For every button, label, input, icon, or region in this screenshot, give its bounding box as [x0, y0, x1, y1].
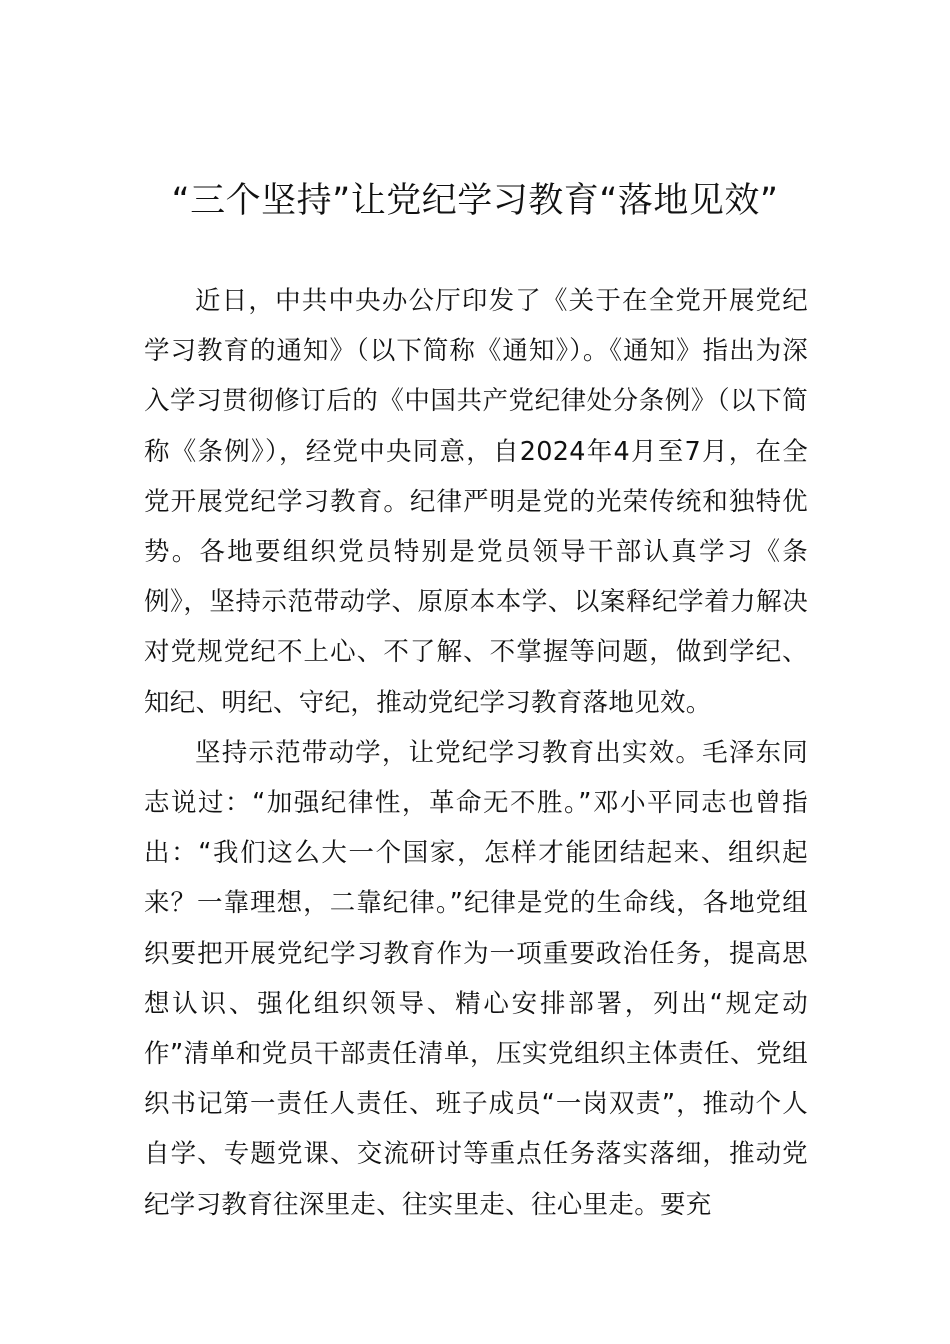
document-title: “三个坚持”让党纪学习教育“落地见效” [171, 181, 779, 221]
document-body [144, 276, 808, 1230]
paragraph-demonstration: 坚持示范带动学，让党纪学习教育出实效。毛泽东同志说过：“加强纪律性，革命无不胜。”邓小平同志也曾指出：“我们这么大一个国家，怎样才能团结起来、组织起来？一靠理想，二靠纪律。”纪律是党的生命线，各地党组织要把开展党纪学习教育作为一项重要政治任务，提高思想认识、强化组织领导、精心安排部署，列出“规定动作”清单和党员干部责任清单，压实党组织主体责任、党组织书记第一责任人责任、班子成员“一岗双责”，推动个人自学、专题党课、交流研讨等重点任务落实落细，推动党纪学习教育往深里走、往实里走、往心里走。要充 [144, 737, 808, 1220]
paragraph-intro: 近日，中共中央办公厅印发了《关于在全党开展党纪学习教育的通知》（以下简称《通知》）。《通知》指出为深入学习贯彻修订后的《中国共产党纪律处分条例》（以下简称《条例》），经党中央同意，自2024年4月至7月，在全党开展党纪学习教育。纪律严明是党的光荣传统和独特优势。各地要组织党员特别是党员领导干部认真学习《条例》，坚持示范带动学、原原本本学、以案释纪学着力解决对党规党纪不上心、不了解、不掌握等问题，做到学纪、知纪、明纪、守纪，推动党纪学习教育落地见效。 [144, 286, 808, 718]
